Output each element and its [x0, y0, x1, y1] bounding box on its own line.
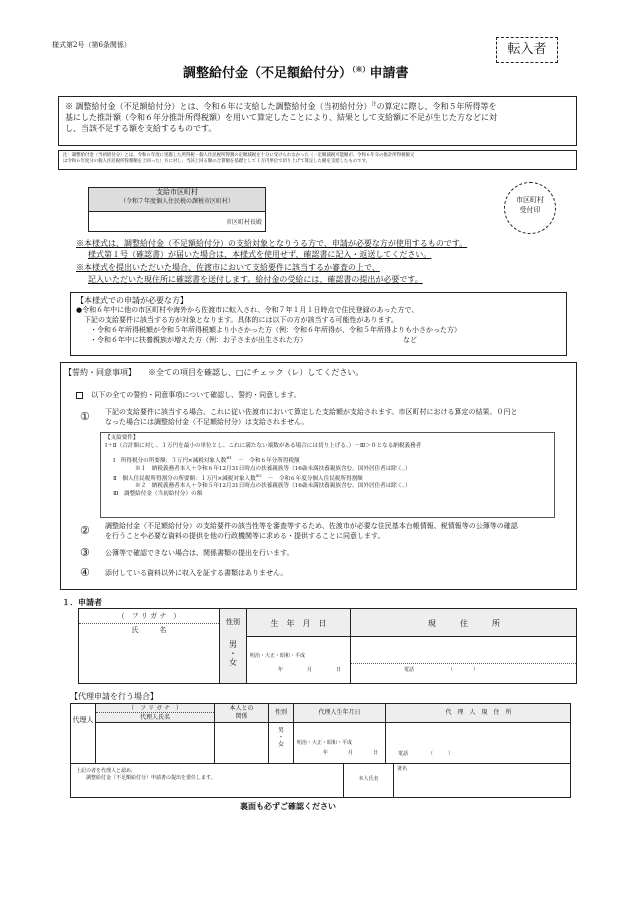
eligibility-box: 【支給要件】 Ⅰ＋Ⅱ（合計額に対し、１万円を最小の単位とし、これに満たない端数がある場合には切り上げる。）－Ⅲ＞０となる納税義務者 Ⅰ 所得税分の所要額：３万円×減税対象人数$^{※1}$－ 令和６年分所得税額 ※１ 納税義務者本人＋令和６年12月31日時点の扶養親族等（16歳未満扶養親族含む。国外居住者は除く。） Ⅱ 個人住民税所得割分の所要額：１万円×減税対象人数$^{※2}$－ 令和６年度分個人住民税所得割額 ※２ 納税義務者本人＋令和５年12月31日時点の扶養親族等（16歳未満扶養親族含む。国外居住者は除く。） Ⅲ 調整給付金（当初給付分）の額 [100, 432, 555, 518]
agree-label: 以下の全ての誓約・同意事項について確認し、誓約・同意します。 [91, 391, 301, 399]
reception-stamp: 市区町村 受付印 [504, 182, 556, 234]
applicant-section-title: １．申請者 [62, 597, 102, 607]
proxy-relation-label: 本人との 関係 [229, 705, 254, 721]
pledge-check-row[interactable] [76, 391, 301, 401]
applicant-address-field[interactable] [352, 638, 576, 662]
applicant-birth-date[interactable]: 年 月 日 [278, 667, 342, 673]
footnote-box: 注：調整給付金（当初給付分）とは、令和６年度に実施した所得税・個人住民税所得割の定額減税を十分に受けられなかった（一定額減税可能額が、令和６年分の推計所得税額又 は令和６年度分の個人住民税所得割額を上回った）方に対し、当該上回る額の合算額を基礎として１万円単位で切り上げて算定した額を支給したものです。 [58, 150, 577, 170]
page-title: 調整給付金（不足額給付分）（※）申請書 [183, 64, 409, 81]
applicant-address-label: 現 住 所 [428, 619, 500, 628]
applicant-name-label: 氏 名 [131, 626, 167, 634]
proxy-birth-date[interactable]: 年 月 日 [323, 750, 379, 756]
item4-text: 添付している資料以外に収入を証する書類はありません。 [105, 569, 288, 577]
applicant-birth-label: 生 年 月 日 [270, 619, 327, 628]
municipality-box: 支給市区町村 （令和７年度個人住民税の課税市区町村） 市区町村長殿 [88, 187, 266, 232]
applicant-phone[interactable]: 電話 （ ） [404, 667, 479, 673]
proxy-side-label: 代理人 [72, 716, 94, 724]
signature-field[interactable] [394, 764, 570, 797]
proxy-era-options[interactable]: 明治・大正・昭和・平成 [297, 740, 353, 746]
applicant-furigana: （ フ リ ガ ナ ） [117, 612, 181, 620]
form-number: 様式第2号（第6条関係） [52, 41, 131, 49]
proxy-address-label: 代 理 人 現 住 所 [445, 709, 512, 716]
applicant-era-options[interactable]: 明治・大正・昭和・平成 [250, 653, 306, 659]
delegation-statement: 上記の者を代理人と認め、 調整給付金（不足額給付分）申請書の提出を委任します。 [76, 768, 216, 781]
pledge-title: 【誓約・同意事項】 ※全ての項目を確認し、□にチェック（レ）してください。 [64, 368, 364, 377]
proxy-birth-label: 代理人生年月日 [318, 709, 361, 716]
proxy-furigana: （ フ リ ガ ナ ） [128, 705, 182, 712]
item4-number: ④ [80, 566, 90, 579]
mayor-label: 市区町村長殿 [225, 219, 262, 226]
applicant-sex-options[interactable]: 男 ・ 女 [229, 640, 237, 668]
transfer-badge: 転入者 [496, 37, 558, 63]
proxy-sex-options[interactable]: 男 ・ 女 [277, 727, 284, 749]
applicant-sex-label: 性別 [226, 618, 240, 626]
proxy-name-field[interactable] [96, 723, 214, 762]
definition-box: ※ 調整給付金（不足額給付分）とは、令和６年に支給した調整給付金（当初給付分）$^注$の算定に際し、令和５年所得等を 基にした推計額（令和６年分推計所得税額）を用いて算定したことにより、結果として支給額に不足が生じた方などに対 し、当該不足する額を支給するものです。 [58, 96, 577, 146]
item1-number: ① [80, 410, 90, 423]
item3-number: ③ [80, 546, 90, 559]
proxy-phone[interactable]: 電話 （ ） [398, 751, 454, 757]
principal-name-label: 本人氏名 [358, 776, 379, 782]
agree-checkbox[interactable] [76, 392, 83, 399]
back-side-note: 裏面も必ずご確認ください [240, 801, 336, 811]
applicant-name-field[interactable] [80, 638, 218, 682]
item3-text: 公簿等で確認できない場合は、関係書類の提出を行います。 [105, 549, 294, 557]
proxy-section-title: 【代理申請を行う場合】 [70, 692, 158, 701]
signature-label: 署名 [397, 766, 408, 772]
item2-text: 調整給付金（不足額給付分）の支給要件の該当性等を審査等するため、佐渡市が必要な住民基本台帳情報、税情報等の公簿等の確認 を行うことや必要な資料の提供を他の行政機関等に求める・提供することに同意します。 [105, 522, 518, 540]
applicable-persons-box: 【本様式での申請が必要な方】 ●令和６年中に他の市区町村や海外から佐渡市に転入され、令和７年１月１日時点で住民登録のあった方で、 下記の支給要件に該当する方が対象となります。具体的には以下の方が該当する可能性があります。 ・令和６年所得税額が令和５年所得税額より小さかった方（例：令和６年所得が、令和５年所得よりも小さかった方） ・令和６年中に扶養親族が増えた方（例：お子さまが出生された方） など [70, 292, 567, 356]
item1-text: 下記の支給要件に該当する場合、これに従い佐渡市において算定した支給額が支給されます。市区町村における算定の結果、０円と なった場合には調整給付金（不足額給付分）は支給されません。 [105, 408, 518, 426]
proxy-name-label: 代理人氏名 [139, 714, 170, 721]
proxy-relation-field[interactable] [215, 723, 268, 762]
proxy-sex-label: 性別 [274, 709, 287, 716]
instructions: ※本様式は、調整給付金（不足額給付分）の支給対象となりうる方で、申請が必要な方が使用するものです。 様式第１号（確認書）が届いた場合は、本様式を使用せず、確認書に記入・返送してください。 ※本様式を提出いただいた場合、佐渡市において支給要件に該当するか審査の上で、 記入いただいた現住所に確認書を送付します。給付金の受給には、確認書の提出が必要です。 [76, 239, 468, 284]
item2-number: ② [80, 524, 90, 537]
